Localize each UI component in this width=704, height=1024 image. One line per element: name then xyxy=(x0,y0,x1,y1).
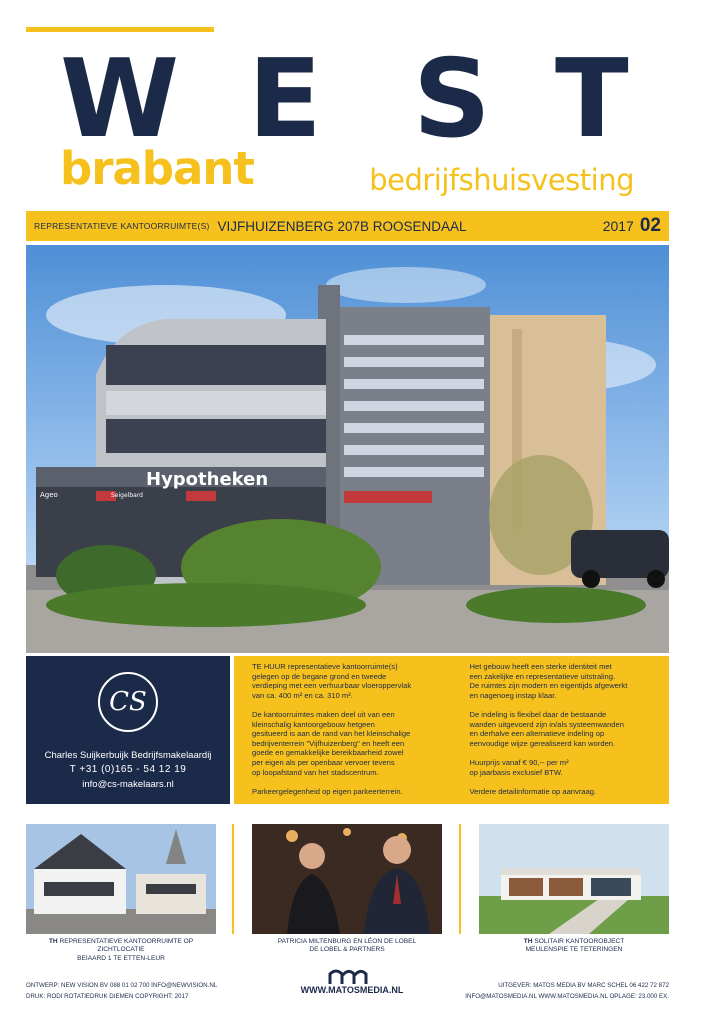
caption-tag: TH xyxy=(48,938,58,945)
masthead-letter-w: W xyxy=(60,37,180,162)
sign-seigelbard: Seigelbard xyxy=(111,492,143,499)
broker-email: info@cs-makelaars.nl xyxy=(82,779,174,790)
issue-ribbon xyxy=(26,211,669,241)
footer-credits-right xyxy=(465,980,669,1002)
caption-text: REPRESENTATIEVE KANTOORRUIMTE OP ZICHTLOCATIE BEIAARD 1 TE ETTEN-LEUR xyxy=(59,938,194,962)
sign-ageo: Ageo xyxy=(40,491,58,499)
broker-name: Charles Suijkerbuijk Bedrijfsmakelaardij xyxy=(44,750,212,761)
property-type-label: REPRESENTATIEVE KANTOORRUIMTE(S) xyxy=(34,221,210,231)
publisher-url[interactable]: WWW.MATOSMEDIA.NL xyxy=(300,985,404,995)
sign-hypotheken: Hypotheken xyxy=(146,469,269,490)
description-paragraph: Verdere detailinformatie op aanvraag. xyxy=(469,786,597,796)
thumbnail-de-lobel[interactable] xyxy=(252,824,442,934)
masthead xyxy=(0,37,704,162)
thumbnail-caption-3 xyxy=(479,938,669,955)
thumbnail-teteringen[interactable] xyxy=(479,824,669,934)
caption-text: PATRICIA MILTENBURG EN LÉON DE LOBEL DE LOBEL & PARTNERS xyxy=(277,938,417,954)
footer-design-credit: ONTWERP: NEW VISION BV 088 01 02 700 INFO@NEWVISION.NL xyxy=(26,982,218,989)
caption-tag: TH xyxy=(523,938,533,945)
description-paragraph: Het gebouw heeft een sterke identiteit met een zakelijke en representatieve uitstraling. De ruimtes zijn modern en eigentijds afgewerkt en nagenoeg instap klaar. xyxy=(469,662,628,700)
top-accent-rule xyxy=(26,27,214,32)
footer-print-credit: DRUK: RODI ROTATIEDRUK DIEMEN COPYRIGHT: 2017 xyxy=(26,993,189,1000)
masthead-subtitle-brabant: brabant xyxy=(60,142,254,195)
column-divider xyxy=(232,824,234,934)
description-paragraph: Huurprijs vanaf € 90,-- per m² op jaarbasis exclusief BTW. xyxy=(469,757,569,777)
thumbnail-image xyxy=(26,824,216,934)
description-paragraph: De indeling is flexibel daar de bestaande wanden uitgevoerd zijn in/als systeemwanden en derhalve een alternatieve indeling op eenvoudige wijze gerealiseerd kan worden. xyxy=(469,709,624,748)
property-description xyxy=(234,656,669,804)
footer-circulation: INFO@MATOSMEDIA.NL WWW.MATOSMEDIA.NL OPLAGE: 23.000 EX. xyxy=(465,993,669,1000)
caption-text: SOLITAIR KANTOOROBJECT MEULENSPIE TE TETERINGEN xyxy=(525,938,625,954)
masthead-letter-s: S xyxy=(413,37,491,162)
issue-number: 02 xyxy=(639,215,661,236)
footer-credits-left xyxy=(26,980,217,1002)
broker-phone: T +31 (0)165 - 54 12 19 xyxy=(69,764,187,775)
thumbnail-etten-leur[interactable] xyxy=(26,824,216,934)
footer-publisher: UITGEVER: MATOS MEDIA BV MARC SCHEL 06 422 72 872 xyxy=(498,982,669,989)
description-column-2 xyxy=(469,662,669,804)
property-address: VIJFHUIZENBERG 207B ROOSENDAAL xyxy=(217,218,467,234)
description-paragraph: TE HUUR representatieve kantoorruimte(s) gelegen op de begane grond en tweede verdieping met een verhuurbaar vloeroppervlak van ca. 400 m² en ca. 310 m². xyxy=(252,662,412,700)
broker-logo-monogram: CS xyxy=(109,687,147,717)
description-paragraph: De kantoorruimtes maken deel uit van een kleinschalig kantoorgebouw hetgeen gesitueerd is aan de rand van het kleinschalige bedrijventerrein "Vijfhuizenberg" en heeft een goede en gemakkelijke bereikbaarheid zowel per eigen als per openbaar vervoer tevens op loopafstand van het stadscentrum. xyxy=(252,709,411,777)
thumbnail-caption-2 xyxy=(252,938,442,955)
broker-contact-panel xyxy=(26,656,230,804)
thumbnail-caption-1 xyxy=(26,938,216,963)
masthead-letter-e: E xyxy=(248,37,322,162)
matos-media-logo-icon xyxy=(326,968,378,986)
masthead-letter-t: T xyxy=(555,37,629,162)
broker-logo xyxy=(98,672,158,732)
masthead-subtitle-bedrijfshuisvesting: bedrijfshuisvesting xyxy=(369,163,634,197)
column-divider xyxy=(459,824,461,934)
related-listings xyxy=(26,824,669,944)
thumbnail-image xyxy=(479,824,669,934)
description-paragraph: Parkeergelegenheid op eigen parkeerterrein. xyxy=(252,786,403,796)
thumbnail-image xyxy=(252,824,442,934)
description-column-1 xyxy=(252,662,469,804)
main-building-photo xyxy=(26,245,669,653)
issue-year: 2017 xyxy=(602,218,634,234)
